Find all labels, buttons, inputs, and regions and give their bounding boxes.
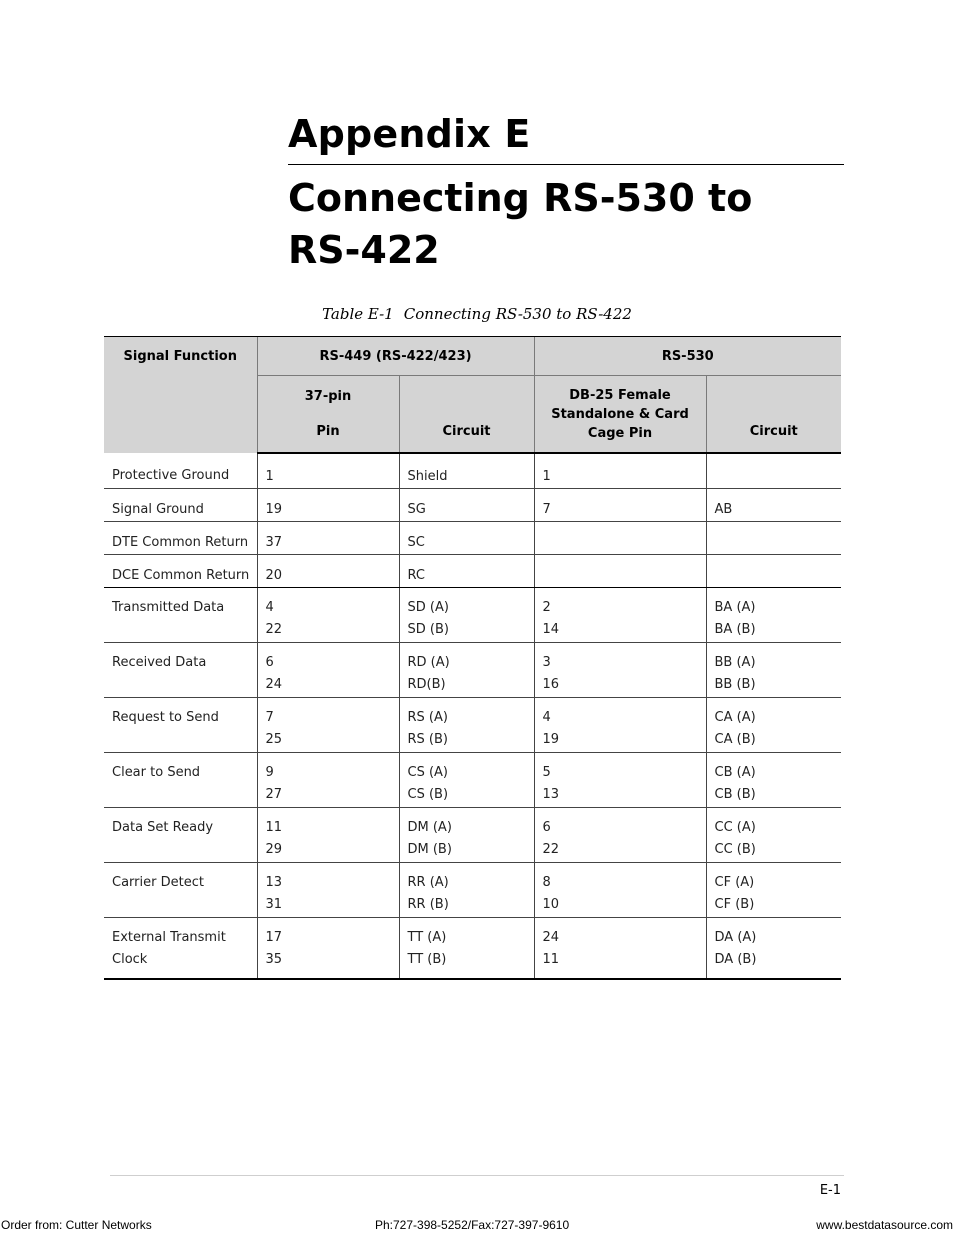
cell-text: Shield — [407, 469, 448, 484]
header-db25-label — [535, 386, 706, 443]
cell-pin — [257, 522, 399, 555]
cell-text: 19 — [265, 502, 283, 517]
cell-db25-pin — [534, 555, 706, 588]
header-circuit-530-label: Circuit — [749, 424, 798, 439]
table-row — [104, 808, 841, 863]
cell-text: 11 — [265, 820, 283, 835]
page-number: E-1 — [819, 1183, 841, 1198]
cell-text: CA (A) — [714, 710, 756, 725]
cell-text: 16 — [542, 677, 560, 692]
cell-text: DA (A) — [714, 930, 757, 945]
header-db25-line-3: Cage Pin — [587, 426, 653, 441]
cell-text: Signal Ground — [112, 502, 204, 517]
cell-signal-function — [104, 522, 257, 555]
cell-circuit-530 — [706, 643, 841, 698]
cell-text: SD (B) — [407, 622, 449, 637]
footer-divider — [110, 1175, 844, 1176]
cell-text: SC — [407, 535, 425, 550]
cell-circuit-449 — [399, 453, 534, 489]
cell-db25-pin — [534, 918, 706, 979]
table-row — [104, 489, 841, 522]
page-title-line-2: RS-422 — [288, 228, 440, 272]
cell-circuit-449 — [399, 555, 534, 588]
cell-text: 4 — [542, 710, 551, 725]
table-row — [104, 698, 841, 753]
cell-text: Request to Send — [112, 710, 219, 725]
cell-text: 19 — [542, 732, 560, 747]
cell-circuit-530 — [706, 863, 841, 918]
cell-text: 5 — [542, 765, 551, 780]
cell-text: Carrier Detect — [112, 875, 204, 890]
header-pin: Pin — [316, 424, 340, 439]
cell-text: 37 — [265, 535, 283, 550]
cell-text: 3 — [542, 655, 551, 670]
cell-circuit-449 — [399, 753, 534, 808]
cell-pin — [257, 808, 399, 863]
header-circuit-449-label: Circuit — [442, 424, 491, 439]
cell-text: 7 — [542, 502, 551, 517]
cell-signal-function — [104, 555, 257, 588]
cell-circuit-449 — [399, 863, 534, 918]
cell-circuit-530 — [706, 753, 841, 808]
cell-signal-function — [104, 698, 257, 753]
cell-text: 22 — [542, 842, 560, 857]
cell-text: CC (A) — [714, 820, 756, 835]
phone-fax-text: Ph:727-398-5252/Fax:727-397-9610 — [375, 1218, 570, 1232]
header-db25 — [534, 376, 706, 454]
table-caption — [0, 303, 954, 325]
header-37pin: 37-pin — [304, 389, 352, 404]
cell-text: CS (A) — [407, 765, 448, 780]
table-caption-text: Connecting RS-530 to RS-422 — [403, 305, 632, 323]
cell-text: 24 — [265, 677, 283, 692]
cell-text: RR (A) — [407, 875, 449, 890]
cell-text: Transmitted Data — [112, 600, 225, 615]
website-link[interactable]: www.bestdatasource.com — [816, 1218, 953, 1232]
cell-circuit-449 — [399, 522, 534, 555]
cell-text: 6 — [265, 655, 274, 670]
table-row — [104, 555, 841, 588]
table-row — [104, 643, 841, 698]
cell-db25-pin — [534, 489, 706, 522]
cell-text: 8 — [542, 875, 551, 890]
cell-text: 25 — [265, 732, 283, 747]
cell-text: 9 — [265, 765, 274, 780]
cell-text: DM (A) — [407, 820, 452, 835]
cell-db25-pin — [534, 643, 706, 698]
cell-text: Protective Ground — [112, 468, 230, 483]
cell-circuit-530 — [706, 555, 841, 588]
table-row — [104, 453, 841, 489]
cell-text: TT (A) — [407, 930, 447, 945]
cell-text: 4 — [265, 600, 274, 615]
cell-circuit-530 — [706, 808, 841, 863]
cell-circuit-449 — [399, 489, 534, 522]
cell-pin — [257, 643, 399, 698]
cell-text: CB (A) — [714, 765, 756, 780]
cell-circuit-449 — [399, 808, 534, 863]
header-db25-line-2: Standalone & Card — [551, 407, 689, 422]
title-divider — [288, 164, 844, 165]
cell-text: 24 — [542, 930, 560, 945]
cell-text: RS (A) — [407, 710, 448, 725]
page-title-line-1: Connecting RS-530 to — [288, 176, 753, 220]
cell-signal-function — [104, 489, 257, 522]
table-header — [104, 337, 841, 454]
cell-pin — [257, 588, 399, 643]
cell-text: TT (B) — [407, 952, 447, 967]
cell-text: DA (B) — [714, 952, 757, 967]
cell-text: 22 — [265, 622, 283, 637]
cell-text: 10 — [542, 897, 560, 912]
cell-text: Data Set Ready — [112, 820, 214, 835]
table-row — [104, 918, 841, 979]
cell-text: 17 — [265, 930, 283, 945]
cell-db25-pin — [534, 453, 706, 489]
cell-text: RS (B) — [407, 732, 448, 747]
cell-text: RD(B) — [407, 677, 446, 692]
cell-circuit-530 — [706, 489, 841, 522]
cell-db25-pin — [534, 808, 706, 863]
cell-pin — [257, 698, 399, 753]
header-db25-line-1: DB-25 Female — [569, 388, 671, 403]
header-37pin-pin — [257, 376, 399, 454]
cell-circuit-530 — [706, 522, 841, 555]
header-rs530: RS-530 — [534, 337, 841, 376]
cell-text: 7 — [265, 710, 274, 725]
cell-text: CF (B) — [714, 897, 755, 912]
cell-signal-function — [104, 808, 257, 863]
pin-mapping-table — [104, 336, 841, 980]
appendix-label: Appendix E — [288, 112, 531, 156]
cell-text: BB (A) — [714, 655, 756, 670]
cell-db25-pin — [534, 753, 706, 808]
cell-text: 11 — [542, 952, 560, 967]
table-body — [104, 453, 841, 979]
cell-text: BB (B) — [714, 677, 756, 692]
cell-circuit-449 — [399, 588, 534, 643]
cell-text: 13 — [265, 875, 283, 890]
table-row — [104, 588, 841, 643]
cell-text: 14 — [542, 622, 560, 637]
cell-circuit-449 — [399, 643, 534, 698]
cell-text: CF (A) — [714, 875, 755, 890]
cell-pin — [257, 489, 399, 522]
cell-text: 1 — [265, 469, 274, 484]
cell-signal-function — [104, 643, 257, 698]
cell-text: CC (B) — [714, 842, 756, 857]
table-row — [104, 522, 841, 555]
cell-signal-function — [104, 918, 257, 979]
cell-text: BA (B) — [714, 622, 756, 637]
cell-db25-pin — [534, 522, 706, 555]
cell-text: 2 — [542, 600, 551, 615]
table-caption-label: Table E-1 — [322, 305, 394, 323]
cell-text: SD (A) — [407, 600, 449, 615]
cell-text: CB (B) — [714, 787, 756, 802]
cell-circuit-530 — [706, 698, 841, 753]
header-signal-function: Signal Function — [104, 337, 257, 454]
cell-text: DM (B) — [407, 842, 452, 857]
cell-signal-function — [104, 588, 257, 643]
table-row — [104, 753, 841, 808]
cell-pin — [257, 555, 399, 588]
cell-circuit-530 — [706, 453, 841, 489]
cell-text: External Transmit — [112, 930, 226, 945]
cell-circuit-530 — [706, 918, 841, 979]
cell-text: Clear to Send — [112, 765, 201, 780]
cell-db25-pin — [534, 588, 706, 643]
cell-text: SG — [407, 502, 426, 517]
cell-pin — [257, 753, 399, 808]
cell-text: BA (A) — [714, 600, 756, 615]
cell-signal-function — [104, 863, 257, 918]
table-row — [104, 863, 841, 918]
header-circuit-530 — [706, 376, 841, 454]
cell-text: 31 — [265, 897, 283, 912]
cell-text: AB — [714, 502, 733, 517]
cell-text: Clock — [112, 952, 148, 967]
cell-circuit-449 — [399, 918, 534, 979]
cell-pin — [257, 918, 399, 979]
cell-text: DCE Common Return — [112, 568, 250, 583]
cell-circuit-449 — [399, 698, 534, 753]
cell-text: CS (B) — [407, 787, 449, 802]
cell-text: Received Data — [112, 655, 207, 670]
cell-text: 20 — [265, 568, 283, 583]
cell-text: RC — [407, 568, 425, 583]
cell-text: 13 — [542, 787, 560, 802]
cell-text: CA (B) — [714, 732, 756, 747]
cell-pin — [257, 863, 399, 918]
cell-text: 27 — [265, 787, 283, 802]
cell-db25-pin — [534, 698, 706, 753]
cell-pin — [257, 453, 399, 489]
header-rs449: RS-449 (RS-422/423) — [257, 337, 534, 376]
cell-db25-pin — [534, 863, 706, 918]
page-title — [288, 172, 848, 276]
cell-text: DTE Common Return — [112, 535, 249, 550]
order-from-text: Order from: Cutter Networks — [1, 1218, 152, 1232]
cell-text: RR (B) — [407, 897, 449, 912]
header-circuit-449 — [399, 376, 534, 454]
cell-text: 1 — [542, 469, 551, 484]
cell-text: 6 — [542, 820, 551, 835]
cell-text: RD (A) — [407, 655, 450, 670]
cell-signal-function — [104, 753, 257, 808]
cell-signal-function — [104, 453, 257, 489]
cell-circuit-530 — [706, 588, 841, 643]
cell-text: 35 — [265, 952, 283, 967]
cell-text: 29 — [265, 842, 283, 857]
